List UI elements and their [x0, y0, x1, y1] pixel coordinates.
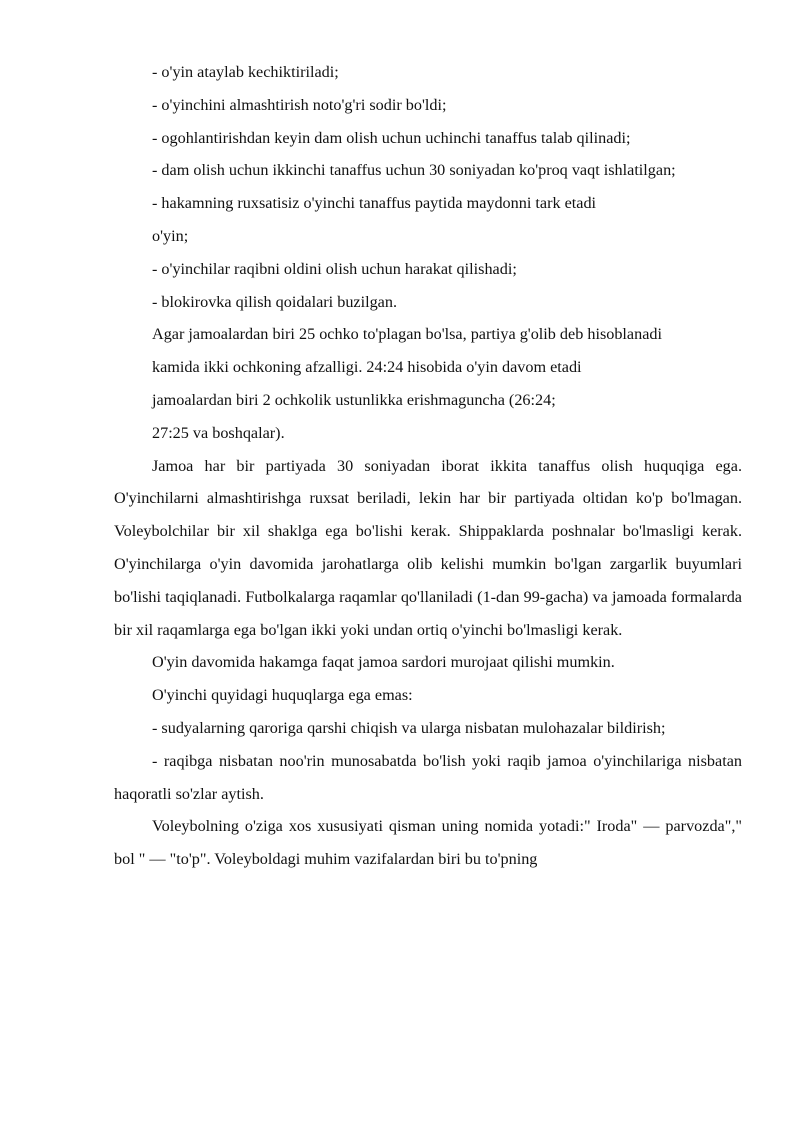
list-item: - sudyalarning qaroriga qarshi chiqish va ularga nisbatan mulohazalar bildirish;: [152, 718, 666, 737]
paragraph: Voleybolning o'ziga xos xususiyati qisman uning nomida yotadi:" Iroda" — parvozda"," bol " — "to'p". Voleyboldagi muhim vazifalardan biri bu to'pning: [114, 817, 742, 869]
list-item: - o'yinchilar raqibni oldini olish uchun harakat qilishadi;: [152, 259, 517, 278]
list-item: - blokirovka qilish qoidalari buzilgan.: [152, 292, 398, 311]
paragraph-line: 27:25 va boshqalar).: [152, 423, 285, 442]
document-page: [114, 56, 742, 876]
list-item: - o'yinchini almashtirish noto'g'ri sodir bo'ldi;: [152, 95, 447, 114]
paragraph: Agar jamoalardan biri 25 ochko to'plagan bo'lsa, partiya g'olib deb hisoblanadi: [152, 325, 662, 344]
list-item: - raqibga nisbatan noo'rin munosabatda bo'lish yoki raqib jamoa o'yinchilariga nisbatan haqoratli so'zlar aytish.: [114, 751, 742, 803]
list-item: - dam olish uchun ikkinchi tanaffus uchun 30 soniyadan ko'proq vaqt ishlatilgan;: [152, 161, 676, 180]
list-item: - o'yin ataylab kechiktiriladi;: [152, 63, 339, 81]
paragraph-line: o'yin;: [152, 226, 189, 245]
paragraph: O'yinchi quyidagi huquqlarga ega emas:: [152, 686, 413, 705]
paragraph: O'yin davomida hakamga faqat jamoa sardori murojaat qilishi mumkin.: [152, 653, 615, 672]
paragraph: Jamoa har bir partiyada 30 soniyadan iborat ikkita tanaffus olish huquqiga ega. O'yinchilarni almashtirishga ruxsat beriladi, lekin har bir partiyada oltidan ko'p bo'lmagan. Voleybolchilar bir xil shaklga ega bo'lishi kerak. Shippaklarda poshnalar bo'lmasligi kerak. O'yinchilarga o'yin davomida jarohatlarga olib kelishi mumkin bo'lgan zargarlik buyumlari bo'lishi taqiqlanadi. Futbolkalarga raqamlar qo'llaniladi (1-dan 99-gacha) va jamoada formalarda bir xil raqamlarga ega bo'lgan ikki yoki undan ortiq o'yinchi bo'lmasligi kerak.: [114, 456, 742, 639]
list-item: - hakamning ruxsatisiz o'yinchi tanaffus paytida maydonni tark etadi: [152, 194, 597, 213]
paragraph-line: kamida ikki ochkoning afzalligi. 24:24 hisobida o'yin davom etadi: [152, 358, 582, 377]
paragraph-line: jamoalardan biri 2 ochkolik ustunlikka erishmaguncha (26:24;: [152, 390, 556, 409]
list-item: - ogohlantirishdan keyin dam olish uchun uchinchi tanaffus talab qilinadi;: [152, 128, 631, 147]
